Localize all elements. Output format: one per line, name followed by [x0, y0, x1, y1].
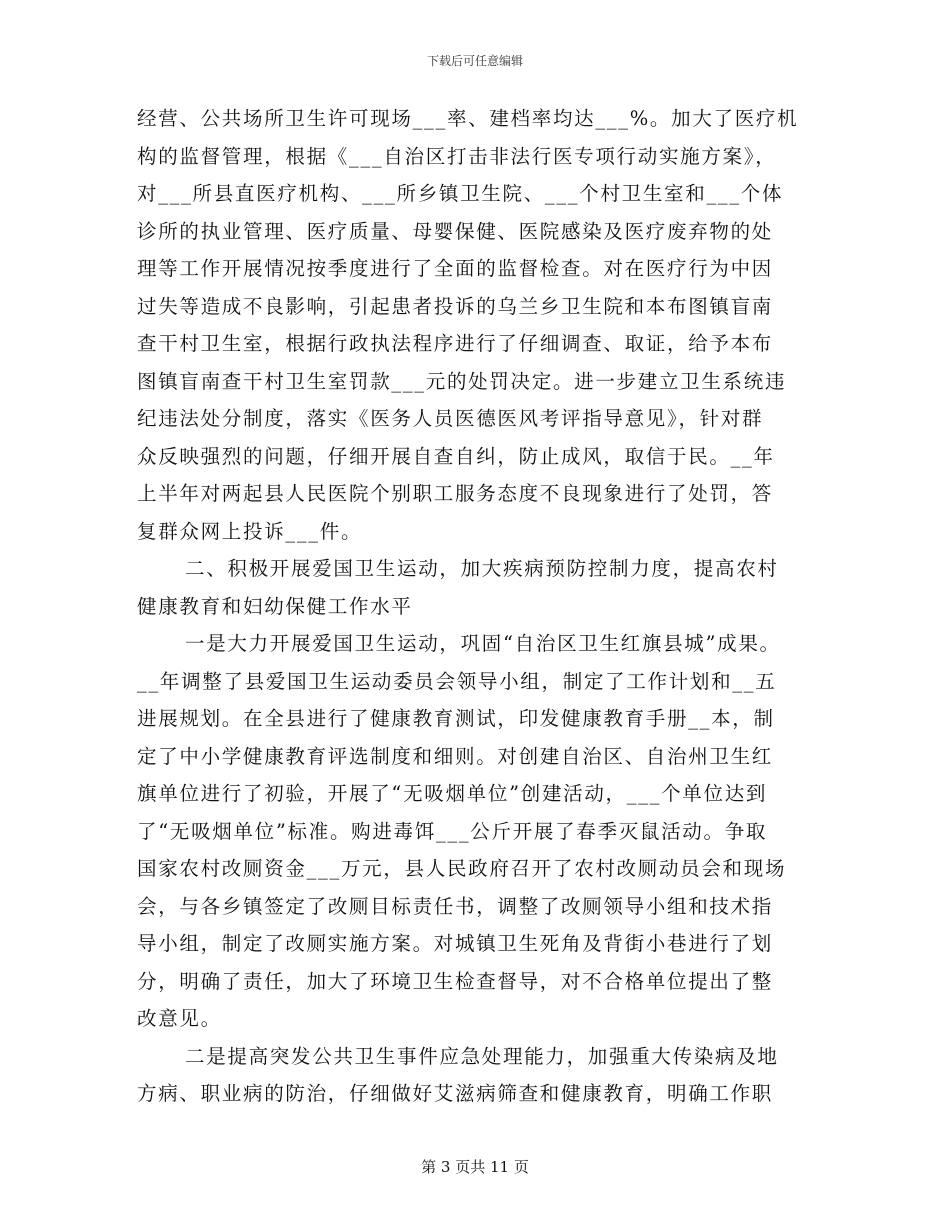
text-line: 图镇盲南查干村卫生室罚款___元的处罚决定。进一步建立卫生系统违 — [137, 369, 787, 393]
text-line: 经营、公共场所卫生许可现场___率、建档率均达___%。加大了医疗机 — [137, 107, 799, 130]
text-line: 改意见。 — [137, 1007, 222, 1030]
text-line: 导小组，制定了改厕实施方案。对城镇卫生死角及背街小巷进行了划 — [137, 932, 774, 955]
text-line: 诊所的执业管理、医疗质量、母婴保健、医院感染及医疗废弃物的处 — [137, 219, 774, 243]
text-line: 上半年对两起县人民医院个别职工服务态度不良现象进行了处罚，答 — [137, 482, 774, 505]
page-header: 下载后可任意编辑 — [426, 54, 523, 68]
text-line: 一是大力开展爱国卫生运动，巩固“自治区卫生红旗县城”成果。 — [185, 632, 781, 655]
text-line: 对___所县直医疗机构、___所乡镇卫生院、___个村卫生室和___个体 — [137, 182, 784, 205]
text-line: 进展规划。在全县进行了健康教育测试，印发健康教育手册__本，制 — [137, 707, 775, 730]
text-line: 理等工作开展情况按季度进行了全面的监督检查。对在医疗行为中因 — [137, 257, 774, 280]
section-heading-line: 二、积极开展爱国卫生运动，加大疾病预防控制力度，提高农村 — [185, 557, 779, 580]
text-line: 分，明确了责任，加大了环境卫生检查督导，对不合格单位提出了整 — [137, 969, 774, 993]
text-line: 构的监督管理，根据《___自治区打击非法行医专项行动实施方案》， — [137, 144, 777, 168]
text-line: 二是提高突发公共卫生事件应急处理能力，加强重大传染病及地 — [185, 1044, 779, 1068]
text-line: 纪违法处分制度，落实《医务人员医德医风考评指导意见》，针对群 — [137, 407, 764, 430]
text-line: 国家农村改厕资金___万元，县人民政府召开了农村改厕动员会和现场 — [137, 857, 787, 880]
text-line: 定了中小学健康教育评选制度和细则。对创建自治区、自治州卫生红 — [137, 744, 774, 768]
text-line: 了“无吸烟单位”标准。购进毒饵___公斤开展了春季灭鼠活动。争取 — [137, 819, 768, 843]
section-heading-line: 健康教育和妇幼保健工作水平 — [137, 594, 413, 618]
text-line: 方病、职业病的防治，仔细做好艾滋病筛查和健康教育，明确工作职 — [137, 1082, 774, 1105]
text-line: 旗单位进行了初验，开展了“无吸烟单位”创建活动，___个单位达到 — [137, 782, 768, 805]
document-body — [137, 100, 813, 1113]
text-line: 复群众网上投诉___件。 — [137, 519, 363, 543]
text-line: __年调整了县爱国卫生运动委员会领导小组，制定了工作计划和__五 — [137, 669, 777, 693]
text-line: 过失等造成不良影响，引起患者投诉的乌兰乡卫生院和本布图镇盲南 — [137, 294, 774, 318]
page-footer: 第 3 页共 11 页 — [421, 1158, 529, 1176]
text-line: 会，与各乡镇签定了改厕目标责任书，调整了改厕领导小组和技术指 — [137, 894, 774, 918]
text-line: 众反映强烈的问题，仔细开展自查自纠，防止成风，取信于民。__年 — [137, 444, 775, 468]
text-line: 查干村卫生室，根据行政执法程序进行了仔细调查、取证，给予本布 — [137, 332, 774, 355]
